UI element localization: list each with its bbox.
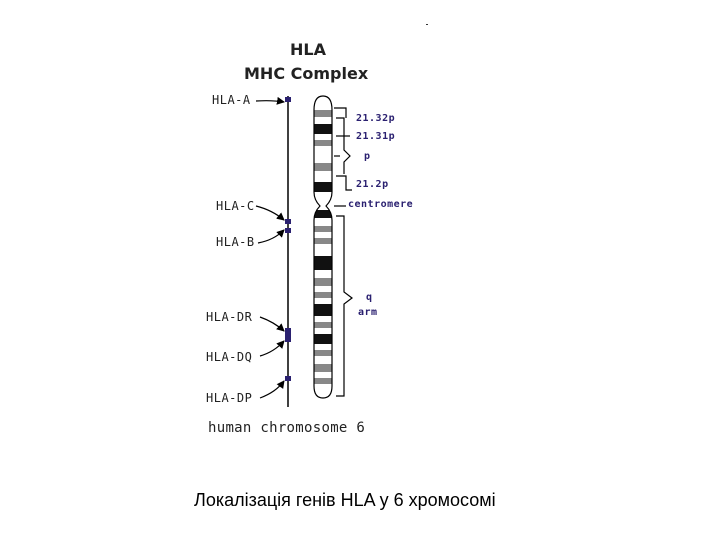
diagram-title-line1: HLA: [290, 40, 326, 59]
bracket-21-2p: [336, 176, 352, 190]
marker-hla-dr-dq: [285, 328, 291, 342]
brace-q-arm: [336, 216, 352, 396]
band-label-21-2p: 21.2p: [356, 179, 389, 190]
band-label-21-32p: 21.32p: [356, 113, 396, 124]
arrow-hla-c: [256, 206, 284, 220]
marker-hla-a: [285, 97, 291, 102]
marker-hla-dp: [285, 376, 291, 381]
chromosome-label: human chromosome 6: [208, 420, 366, 436]
band-label-arm: arm: [358, 307, 378, 318]
gene-label-hla-c: HLA-C: [216, 199, 255, 213]
marker-hla-b: [285, 228, 291, 233]
band-label-q: q: [366, 292, 373, 303]
gene-label-hla-dr: HLA-DR: [206, 310, 253, 324]
diagram-title-line2: MHC Complex: [244, 64, 369, 83]
gene-label-hla-dq: HLA-DQ: [206, 350, 253, 364]
gene-label-hla-a: HLA-A: [212, 93, 251, 107]
band-label-21-31p: 21.31p: [356, 131, 396, 142]
bracket-21-32p: [334, 108, 346, 118]
gene-label-hla-dp: HLA-DP: [206, 391, 253, 405]
arrow-hla-dq: [260, 341, 284, 356]
caption: Локалізація генів HLA у 6 хромосомі: [194, 490, 496, 510]
chromosome-bands: [314, 96, 332, 398]
brace-p-arm: [336, 118, 350, 174]
gene-label-hla-b: HLA-B: [216, 235, 255, 249]
arrow-hla-b: [258, 230, 284, 243]
arrow-hla-dr: [260, 317, 284, 331]
arrow-hla-dp: [260, 381, 284, 398]
centromere-label: centromere: [348, 199, 414, 210]
band-label-p-arm: p: [364, 151, 371, 162]
arrow-hla-a: [256, 101, 284, 102]
marker-hla-c: [285, 219, 291, 224]
